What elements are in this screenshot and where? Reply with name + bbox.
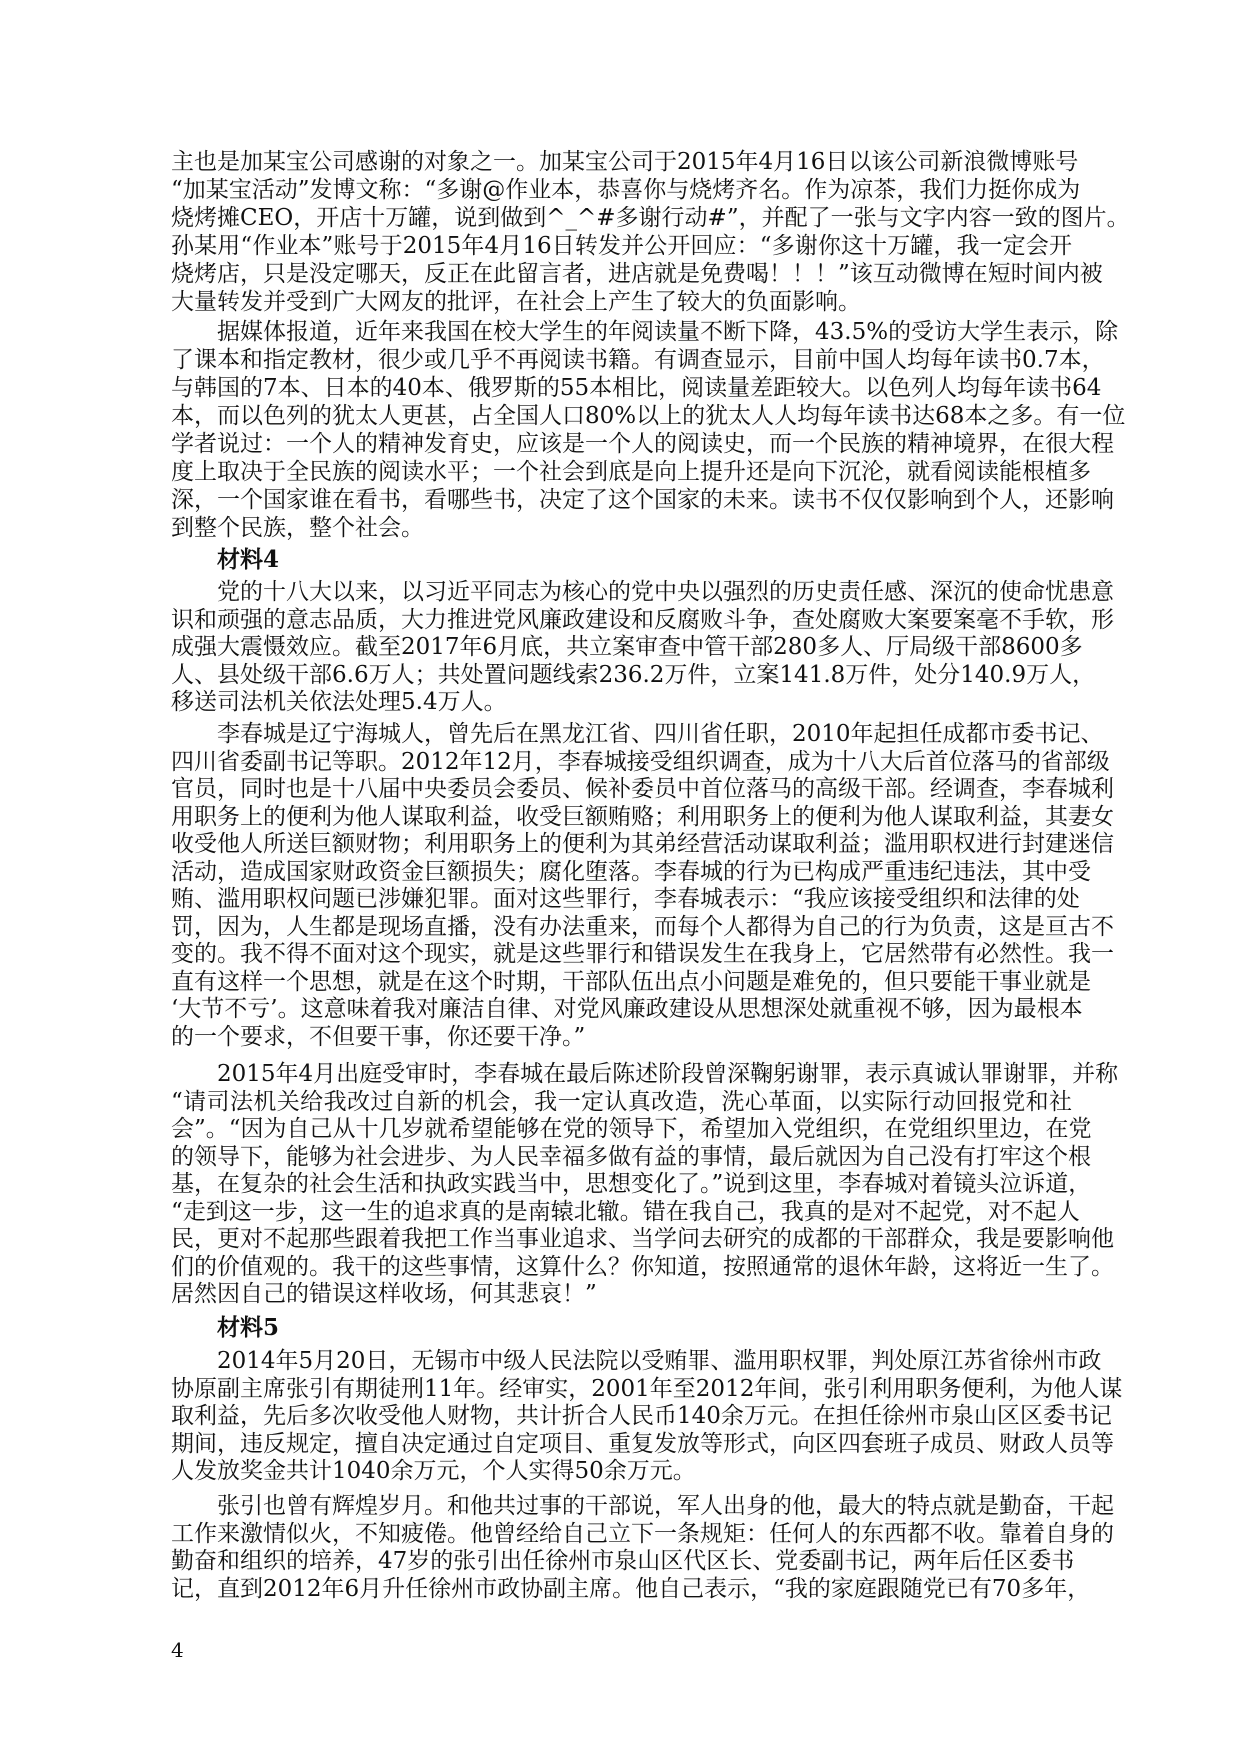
text-line: 会”。“因为自己从十几岁就希望能够在党的领导下，希望加入党组织，在党组织里边，在党 [171,1116,1092,1142]
text-line: 取利益，先后多次收受他人财物，共计折合人民币140余万元。在担任徐州市泉山区区委书记 [171,1403,1112,1429]
paragraph-3 [171,579,1114,717]
text-line: 用职务上的便利为他人谋取利益，收受巨额贿赂；利用职务上的便利为他人谋取利益，其妻女 [171,803,1114,830]
text-line: 成强大震慑效应。截至2017年6月底，共立案审查中管干部280多人、厅局级干部8600多 [171,634,1083,660]
text-line: 据媒体报道，近年来我国在校大学生的年阅读量不断下降，43.5%的受访大学生表示，除 [217,319,1119,345]
text-line: 到整个民族，整个社会。 [171,515,424,541]
text-line: 四川省委副书记等职。2012年12月，李春城接受组织调查，成为十八大后首位落马的省部级 [171,748,1110,775]
text-line: 2015年4月出庭受审时，李春城在最后陈述阶段曾深鞠躬谢罪，表示真诚认罪谢罪，并称 [217,1061,1119,1087]
text-line: 本，而以色列的犹太人更甚，占全国人口80%以上的犹太人人均每年读书达68本之多。有一位 [171,403,1126,429]
text-line: 张引也曾有辉煌岁月。和他共过事的干部说，军人出身的他，最大的特点就是勤奋，干起 [217,1493,1114,1519]
text-line: 官员，同时也是十八届中央委员会委员、候补委员中首位落马的高级干部。经调查，李春城利 [171,776,1114,802]
text-line: 孙某用“作业本”账号于2015年4月16日转发并公开回应：“多谢你这十万罐，我一定会开 [171,233,1072,259]
text-line: 烧烤摊CEO，开店十万罐，说到做到^_^#多谢行动#”，并配了一张与文字内容一致的图片。 [171,205,1130,231]
paragraph-5 [171,1061,1119,1309]
text-line: 的一个要求，不但要干事，你还要干净。” [171,1023,586,1050]
heading-material-5: 材料5 [217,1314,280,1341]
text-line: 与韩国的7本、日本的40本、俄罗斯的55本相比，阅读量差距较大。以色列人均每年读书64 [171,375,1102,401]
text-line: 移送司法机关依法处理5.4万人。 [171,689,507,715]
text-line: 度上取决于全民族的阅读水平；一个社会到底是向上提升还是向下沉沦，就看阅读能根植多 [171,459,1091,485]
text-line: 主也是加某宝公司感谢的对象之一。加某宝公司于2015年4月16日以该公司新浪微博账号 [171,149,1079,175]
text-line: “请司法机关给我改过自新的机会，我一定认真改造，洗心革面，以实际行动回报党和社 [171,1088,1072,1115]
text-line: 居然因自己的错误这样收场，何其悲哀！” [171,1281,597,1307]
text-line: 变的。我不得不面对这个现实，就是这些罪行和错误发生在我身上，它居然带有必然性。我一 [171,941,1114,967]
text-line: 贿、滥用职权问题已涉嫌犯罪。面对这些罪行，李春城表示：“我应该接受组织和法律的处 [171,886,1080,912]
text-line: 协原副主席张引有期徒刑11年。经审实，2001年至2012年间，张引利用职务便利，为他人谋 [171,1375,1123,1402]
text-line: 学者说过：一个人的精神发育史，应该是一个人的阅读史，而一个民族的精神境界，在很大程 [171,431,1114,457]
text-line: “走到这一步，这一生的追求真的是南辕北辙。错在我自己，我真的是对不起党，对不起人 [171,1198,1080,1225]
page-number: 4 [171,1638,184,1662]
text-line: 收受他人所送巨额财物；利用职务上的便利为其弟经营活动谋取利益；滥用职权进行封建迷信 [171,831,1114,857]
text-line: 李春城是辽宁海城人，曾先后在黑龙江省、四川省任职，2010年起担任成都市委书记、 [217,721,1104,747]
text-line: 们的价值观的。我干的这些事情，这算什么？你知道，按照通常的退休年龄，这将近一生了。 [171,1253,1114,1280]
text-line: “加某宝活动”发博文称：“多谢@作业本，恭喜你与烧烤齐名。作为凉茶，我们力挺你成为 [171,177,1081,203]
text-line: 直有这样一个思想，就是在这个时期，干部队伍出点小问题是难免的，但只要能干事业就是 [171,968,1091,995]
text-line: 深，一个国家谁在看书，看哪些书，决定了这个国家的未来。读书不仅仅影响到个人，还影响 [171,487,1114,513]
text-line: 烧烤店，只是没定哪天，反正在此留言者，进店就是免费喝！！！”该互动微博在短时间内被 [171,261,1103,287]
paragraph-7 [171,1493,1114,1604]
paragraph-4 [171,721,1114,1051]
text-line: 记，直到2012年6月升任徐州市政协副主席。他自己表示，“我的家庭跟随党已有70多年， [171,1576,1091,1603]
text-line: 勤奋和组织的培养，47岁的张引出任徐州市泉山区代区长、党委副书记，两年后任区委书 [171,1548,1075,1575]
text-line: 的领导下，能够为社会进步、为人民幸福多做有益的事情，最后就因为自己没有打牢这个根 [171,1143,1091,1170]
paragraph-6 [171,1348,1123,1486]
text-line: 2014年5月20日，无锡市中级人民法院以受贿罪、滥用职权罪，判处原江苏省徐州市政 [217,1348,1102,1374]
text-line: 党的十八大以来，以习近平同志为核心的党中央以强烈的历史责任感、深沉的使命忧患意 [217,579,1114,605]
text-line: 罚，因为，人生都是现场直播，没有办法重来，而每个人都得为自己的行为负责，这是亘古不 [171,913,1114,940]
text-line: 人、县处级干部6.6万人；共处置问题线索236.2万件，立案141.8万件，处分140.9万人， [171,661,1096,688]
heading-material-4: 材料4 [217,546,280,573]
paragraph-2 [171,318,1126,542]
text-line: 民，更对不起那些跟着我把工作当事业追求、当学问去研究的成都的干部群众，我是要影响他 [171,1226,1114,1252]
text-line: 识和顽强的意志品质，大力推进党风廉政建设和反腐败斗争，查处腐败大案要案毫不手软，形 [171,606,1114,633]
text-line: 期间，违反规定，擅自决定通过自定项目、重复发放等形式，向区四套班子成员、财政人员等 [171,1430,1114,1457]
text-line: 人发放奖金共计1040余万元，个人实得50余万元。 [171,1458,696,1484]
text-line: ‘大节不亏’。这意味着我对廉洁自律、对党风廉政建设从思想深处就重视不够，因为最根本 [171,996,1083,1022]
text-line: 大量转发并受到广大网友的批评，在社会上产生了较大的负面影响。 [171,289,861,315]
text-line: 基，在复杂的社会生活和执政实践当中，思想变化了。”说到这里，李春城对着镜头泣诉道， [171,1171,1092,1197]
text-line: 了课本和指定教材，很少或几乎不再阅读书籍。有调查显示，目前中国人均每年读书0.7本， [171,347,1105,373]
text-line: 活动，造成国家财政资金巨额损失；腐化堕落。李春城的行为已构成严重违纪违法，其中受 [171,858,1091,885]
paragraph-1 [171,148,1130,316]
text-line: 工作来激情似火，不知疲倦。他曾经给自己立下一条规矩：任何人的东西都不收。靠着自身的 [171,1520,1114,1547]
